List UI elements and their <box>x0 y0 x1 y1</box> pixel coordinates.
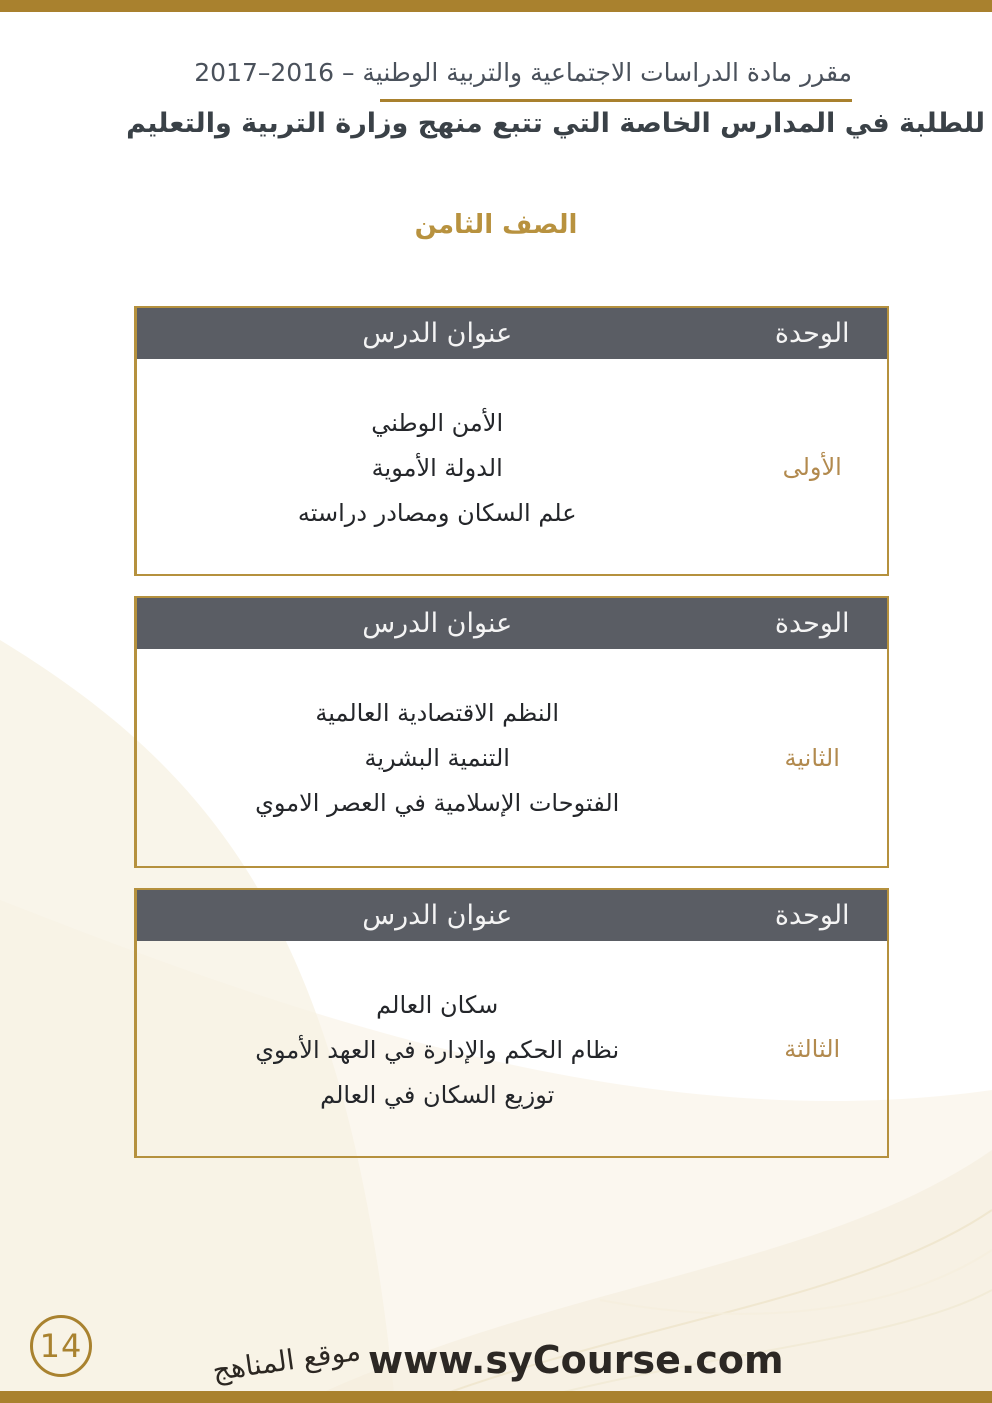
lesson-title: الأمن الوطني <box>371 409 504 437</box>
unit-column-header: الوحدة <box>737 890 887 941</box>
unit-table-second <box>134 596 889 868</box>
lesson-title: الفتوحات الإسلامية في العصر الاموي <box>255 789 620 817</box>
unit-label: الأولى <box>782 452 842 481</box>
page-number: 14 <box>39 1327 83 1365</box>
unit-table-first <box>134 306 889 576</box>
unit-label: الثالثة <box>784 1034 841 1063</box>
unit-table-third <box>134 888 889 1158</box>
lesson-column-header: عنوان الدرس <box>136 598 737 649</box>
unit-label: الثانية <box>784 743 840 772</box>
lesson-list <box>136 359 737 574</box>
table-header-row <box>136 308 887 359</box>
page-number-badge <box>30 1315 92 1377</box>
unit-column-header: الوحدة <box>737 308 887 359</box>
lesson-title: علم السكان ومصادر دراسته <box>297 499 577 527</box>
course-header-line2: للطلبة في المدارس الخاصة التي تتبع منهج وزارة التربية والتعليم <box>126 108 985 139</box>
lesson-column-header: عنوان الدرس <box>136 890 737 941</box>
lesson-title: التنمية البشرية <box>364 744 510 772</box>
table-body-row <box>136 649 887 866</box>
grade-title: الصف الثامن <box>414 210 578 240</box>
header-underline <box>380 99 852 102</box>
top-border-bar <box>0 0 992 12</box>
lesson-list <box>136 941 737 1156</box>
lesson-column-header: عنوان الدرس <box>136 308 737 359</box>
lesson-list <box>136 649 737 866</box>
lesson-title: سكان العالم <box>376 991 499 1019</box>
lesson-title: نظام الحكم والإدارة في العهد الأموي <box>255 1036 620 1064</box>
site-url-link[interactable]: www.syCourse.com <box>368 1338 784 1382</box>
table-body-row <box>136 359 887 574</box>
table-body-row <box>136 941 887 1156</box>
lesson-title: النظم الاقتصادية العالمية <box>315 699 560 727</box>
course-header-line1: مقرر مادة الدراسات الاجتماعية والتربية الوطنية – 2016–2017 <box>194 58 852 87</box>
lesson-title: الدولة الأموية <box>371 454 503 482</box>
table-header-row <box>136 598 887 649</box>
table-header-row <box>136 890 887 941</box>
site-name-arabic: موقع المناهج <box>210 1333 363 1388</box>
unit-column-header: الوحدة <box>737 598 887 649</box>
bottom-border-bar <box>0 1391 992 1403</box>
lesson-title: توزيع السكان في العالم <box>320 1081 555 1109</box>
